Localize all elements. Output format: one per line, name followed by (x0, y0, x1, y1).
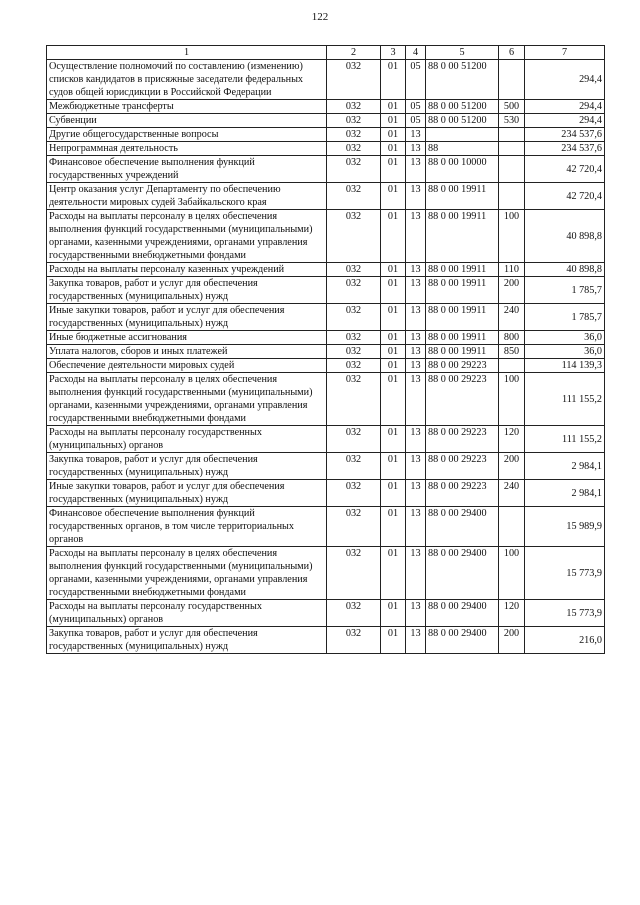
header-cell: 3 (381, 46, 406, 60)
table-row (47, 373, 605, 426)
expense-type-code-cell: 850 (499, 345, 525, 359)
expense-type-code-cell: 200 (499, 627, 525, 654)
subsection-code-cell: 13 (406, 263, 426, 277)
header-cell: 4 (406, 46, 426, 60)
grbs-code-cell: 032 (327, 263, 381, 277)
expense-type-code-cell: 100 (499, 373, 525, 426)
section-code-cell: 01 (381, 331, 406, 345)
subsection-code-cell: 05 (406, 100, 426, 114)
section-code-cell: 01 (381, 304, 406, 331)
expense-type-code-cell (499, 359, 525, 373)
table-row (47, 547, 605, 600)
section-code-cell: 01 (381, 453, 406, 480)
subsection-code-cell: 13 (406, 156, 426, 183)
subsection-code-cell: 13 (406, 142, 426, 156)
table-row (47, 60, 605, 100)
grbs-code-cell: 032 (327, 304, 381, 331)
table-row (47, 304, 605, 331)
subsection-code-cell: 13 (406, 331, 426, 345)
expense-type-code-cell: 240 (499, 304, 525, 331)
expense-type-code-cell (499, 507, 525, 547)
amount-cell: 42 720,4 (525, 183, 605, 210)
table-row (47, 263, 605, 277)
section-code-cell: 01 (381, 359, 406, 373)
section-code-cell: 01 (381, 480, 406, 507)
header-cell: 6 (499, 46, 525, 60)
grbs-code-cell: 032 (327, 600, 381, 627)
table-row (47, 627, 605, 654)
target-item-code-cell: 88 0 00 19911 (426, 183, 499, 210)
amount-cell: 36,0 (525, 331, 605, 345)
target-item-code-cell: 88 0 00 51200 (426, 114, 499, 128)
section-code-cell: 01 (381, 507, 406, 547)
header-row (47, 46, 605, 60)
row-name-cell: Закупка товаров, работ и услуг для обеспечения государственных (муниципальных) нужд (47, 627, 327, 654)
expense-type-code-cell: 200 (499, 453, 525, 480)
amount-cell: 294,4 (525, 100, 605, 114)
grbs-code-cell: 032 (327, 627, 381, 654)
subsection-code-cell: 13 (406, 128, 426, 142)
grbs-code-cell: 032 (327, 480, 381, 507)
grbs-code-cell: 032 (327, 547, 381, 600)
table-row (47, 142, 605, 156)
target-item-code-cell: 88 0 00 29400 (426, 547, 499, 600)
section-code-cell: 01 (381, 128, 406, 142)
expense-type-code-cell: 800 (499, 331, 525, 345)
expense-type-code-cell: 500 (499, 100, 525, 114)
target-item-code-cell: 88 0 00 19911 (426, 331, 499, 345)
row-name-cell: Расходы на выплаты персоналу в целях обеспечения выполнения функций государственными (муниципальными) органами, казенными учреждениями, органами управления государственными внебюджетными фондами (47, 373, 327, 426)
subsection-code-cell: 05 (406, 114, 426, 128)
section-code-cell: 01 (381, 60, 406, 100)
table-row (47, 480, 605, 507)
expense-type-code-cell: 530 (499, 114, 525, 128)
table-row (47, 359, 605, 373)
grbs-code-cell: 032 (327, 100, 381, 114)
expense-type-code-cell (499, 142, 525, 156)
row-name-cell: Иные закупки товаров, работ и услуг для обеспечения государственных (муниципальных) нужд (47, 304, 327, 331)
target-item-code-cell: 88 0 00 19911 (426, 210, 499, 263)
subsection-code-cell: 13 (406, 304, 426, 331)
expense-type-code-cell: 200 (499, 277, 525, 304)
amount-cell: 1 785,7 (525, 277, 605, 304)
header-cell: 5 (426, 46, 499, 60)
subsection-code-cell: 13 (406, 359, 426, 373)
table-row (47, 156, 605, 183)
grbs-code-cell: 032 (327, 210, 381, 263)
grbs-code-cell: 032 (327, 114, 381, 128)
target-item-code-cell (426, 128, 499, 142)
row-name-cell: Непрограммная деятельность (47, 142, 327, 156)
section-code-cell: 01 (381, 426, 406, 453)
row-name-cell: Центр оказания услуг Департаменту по обеспечению деятельности мировых судей Забайкальского края (47, 183, 327, 210)
table-row (47, 183, 605, 210)
target-item-code-cell: 88 0 00 29223 (426, 426, 499, 453)
subsection-code-cell: 13 (406, 373, 426, 426)
target-item-code-cell: 88 0 00 29223 (426, 480, 499, 507)
subsection-code-cell: 13 (406, 453, 426, 480)
row-name-cell: Расходы на выплаты персоналу в целях обеспечения выполнения функций государственными (муниципальными) органами, казенными учреждениями, органами управления государственными внебюджетными фондами (47, 210, 327, 263)
amount-cell: 234 537,6 (525, 142, 605, 156)
amount-cell: 294,4 (525, 114, 605, 128)
grbs-code-cell: 032 (327, 373, 381, 426)
section-code-cell: 01 (381, 100, 406, 114)
expense-type-code-cell (499, 156, 525, 183)
row-name-cell: Расходы на выплаты персоналу в целях обеспечения выполнения функций государственными (муниципальными) органами, казенными учреждениями, органами управления государственными внебюджетными фондами (47, 547, 327, 600)
table-row (47, 128, 605, 142)
table-row (47, 210, 605, 263)
expense-type-code-cell: 120 (499, 426, 525, 453)
row-name-cell: Расходы на выплаты персоналу казенных учреждений (47, 263, 327, 277)
subsection-code-cell: 13 (406, 277, 426, 304)
amount-cell: 111 155,2 (525, 373, 605, 426)
table-row (47, 453, 605, 480)
amount-cell: 15 773,9 (525, 547, 605, 600)
section-code-cell: 01 (381, 142, 406, 156)
section-code-cell: 01 (381, 263, 406, 277)
target-item-code-cell: 88 0 00 29223 (426, 453, 499, 480)
grbs-code-cell: 032 (327, 156, 381, 183)
table-row (47, 600, 605, 627)
header-cell: 7 (525, 46, 605, 60)
amount-cell: 40 898,8 (525, 263, 605, 277)
grbs-code-cell: 032 (327, 426, 381, 453)
grbs-code-cell: 032 (327, 128, 381, 142)
row-name-cell: Закупка товаров, работ и услуг для обеспечения государственных (муниципальных) нужд (47, 277, 327, 304)
section-code-cell: 01 (381, 373, 406, 426)
section-code-cell: 01 (381, 114, 406, 128)
expense-type-code-cell: 240 (499, 480, 525, 507)
table-row (47, 114, 605, 128)
amount-cell: 234 537,6 (525, 128, 605, 142)
budget-table (46, 45, 605, 654)
amount-cell: 111 155,2 (525, 426, 605, 453)
subsection-code-cell: 13 (406, 426, 426, 453)
row-name-cell: Субвенции (47, 114, 327, 128)
amount-cell: 15 989,9 (525, 507, 605, 547)
target-item-code-cell: 88 0 00 29400 (426, 600, 499, 627)
row-name-cell: Другие общегосударственные вопросы (47, 128, 327, 142)
row-name-cell: Иные закупки товаров, работ и услуг для обеспечения государственных (муниципальных) нужд (47, 480, 327, 507)
subsection-code-cell: 05 (406, 60, 426, 100)
subsection-code-cell: 13 (406, 210, 426, 263)
grbs-code-cell: 032 (327, 359, 381, 373)
row-name-cell: Обеспечение деятельности мировых судей (47, 359, 327, 373)
target-item-code-cell: 88 0 00 19911 (426, 304, 499, 331)
expense-type-code-cell: 120 (499, 600, 525, 627)
subsection-code-cell: 13 (406, 600, 426, 627)
amount-cell: 294,4 (525, 60, 605, 100)
target-item-code-cell: 88 0 00 29223 (426, 373, 499, 426)
grbs-code-cell: 032 (327, 277, 381, 304)
row-name-cell: Осуществление полномочий по составлению (изменению) списков кандидатов в присяжные заседатели федеральных судов общей юрисдикции в Российской Федерации (47, 60, 327, 100)
row-name-cell: Уплата налогов, сборов и иных платежей (47, 345, 327, 359)
amount-cell: 40 898,8 (525, 210, 605, 263)
amount-cell: 2 984,1 (525, 480, 605, 507)
target-item-code-cell: 88 0 00 29400 (426, 507, 499, 547)
row-name-cell: Расходы на выплаты персоналу государственных (муниципальных) органов (47, 600, 327, 627)
grbs-code-cell: 032 (327, 142, 381, 156)
amount-cell: 1 785,7 (525, 304, 605, 331)
section-code-cell: 01 (381, 627, 406, 654)
grbs-code-cell: 032 (327, 331, 381, 345)
table-row (47, 345, 605, 359)
expense-type-code-cell (499, 60, 525, 100)
amount-cell: 2 984,1 (525, 453, 605, 480)
header-cell: 2 (327, 46, 381, 60)
target-item-code-cell: 88 0 00 51200 (426, 100, 499, 114)
target-item-code-cell: 88 0 00 10000 (426, 156, 499, 183)
subsection-code-cell: 13 (406, 480, 426, 507)
section-code-cell: 01 (381, 277, 406, 304)
target-item-code-cell: 88 0 00 51200 (426, 60, 499, 100)
target-item-code-cell: 88 0 00 29400 (426, 627, 499, 654)
table-row (47, 507, 605, 547)
subsection-code-cell: 13 (406, 547, 426, 600)
grbs-code-cell: 032 (327, 453, 381, 480)
subsection-code-cell: 13 (406, 345, 426, 359)
section-code-cell: 01 (381, 345, 406, 359)
expense-type-code-cell (499, 128, 525, 142)
row-name-cell: Расходы на выплаты персоналу государственных (муниципальных) органов (47, 426, 327, 453)
section-code-cell: 01 (381, 600, 406, 627)
page-number: 122 (311, 11, 329, 23)
section-code-cell: 01 (381, 547, 406, 600)
grbs-code-cell: 032 (327, 345, 381, 359)
row-name-cell: Межбюджетные трансферты (47, 100, 327, 114)
grbs-code-cell: 032 (327, 507, 381, 547)
amount-cell: 15 773,9 (525, 600, 605, 627)
section-code-cell: 01 (381, 210, 406, 263)
table-row (47, 277, 605, 304)
section-code-cell: 01 (381, 156, 406, 183)
row-name-cell: Финансовое обеспечение выполнения функций государственных учреждений (47, 156, 327, 183)
expense-type-code-cell (499, 183, 525, 210)
table-row (47, 426, 605, 453)
table-row (47, 331, 605, 345)
subsection-code-cell: 13 (406, 507, 426, 547)
target-item-code-cell: 88 0 00 19911 (426, 277, 499, 304)
target-item-code-cell: 88 0 00 29223 (426, 359, 499, 373)
target-item-code-cell: 88 (426, 142, 499, 156)
grbs-code-cell: 032 (327, 183, 381, 210)
expense-type-code-cell: 100 (499, 210, 525, 263)
row-name-cell: Иные бюджетные ассигнования (47, 331, 327, 345)
table-row (47, 100, 605, 114)
grbs-code-cell: 032 (327, 60, 381, 100)
row-name-cell: Финансовое обеспечение выполнения функций государственных органов, в том числе территориальных органов (47, 507, 327, 547)
amount-cell: 36,0 (525, 345, 605, 359)
row-name-cell: Закупка товаров, работ и услуг для обеспечения государственных (муниципальных) нужд (47, 453, 327, 480)
expense-type-code-cell: 110 (499, 263, 525, 277)
amount-cell: 42 720,4 (525, 156, 605, 183)
section-code-cell: 01 (381, 183, 406, 210)
amount-cell: 216,0 (525, 627, 605, 654)
amount-cell: 114 139,3 (525, 359, 605, 373)
subsection-code-cell: 13 (406, 627, 426, 654)
subsection-code-cell: 13 (406, 183, 426, 210)
target-item-code-cell: 88 0 00 19911 (426, 263, 499, 277)
target-item-code-cell: 88 0 00 19911 (426, 345, 499, 359)
header-cell: 1 (47, 46, 327, 60)
expense-type-code-cell: 100 (499, 547, 525, 600)
